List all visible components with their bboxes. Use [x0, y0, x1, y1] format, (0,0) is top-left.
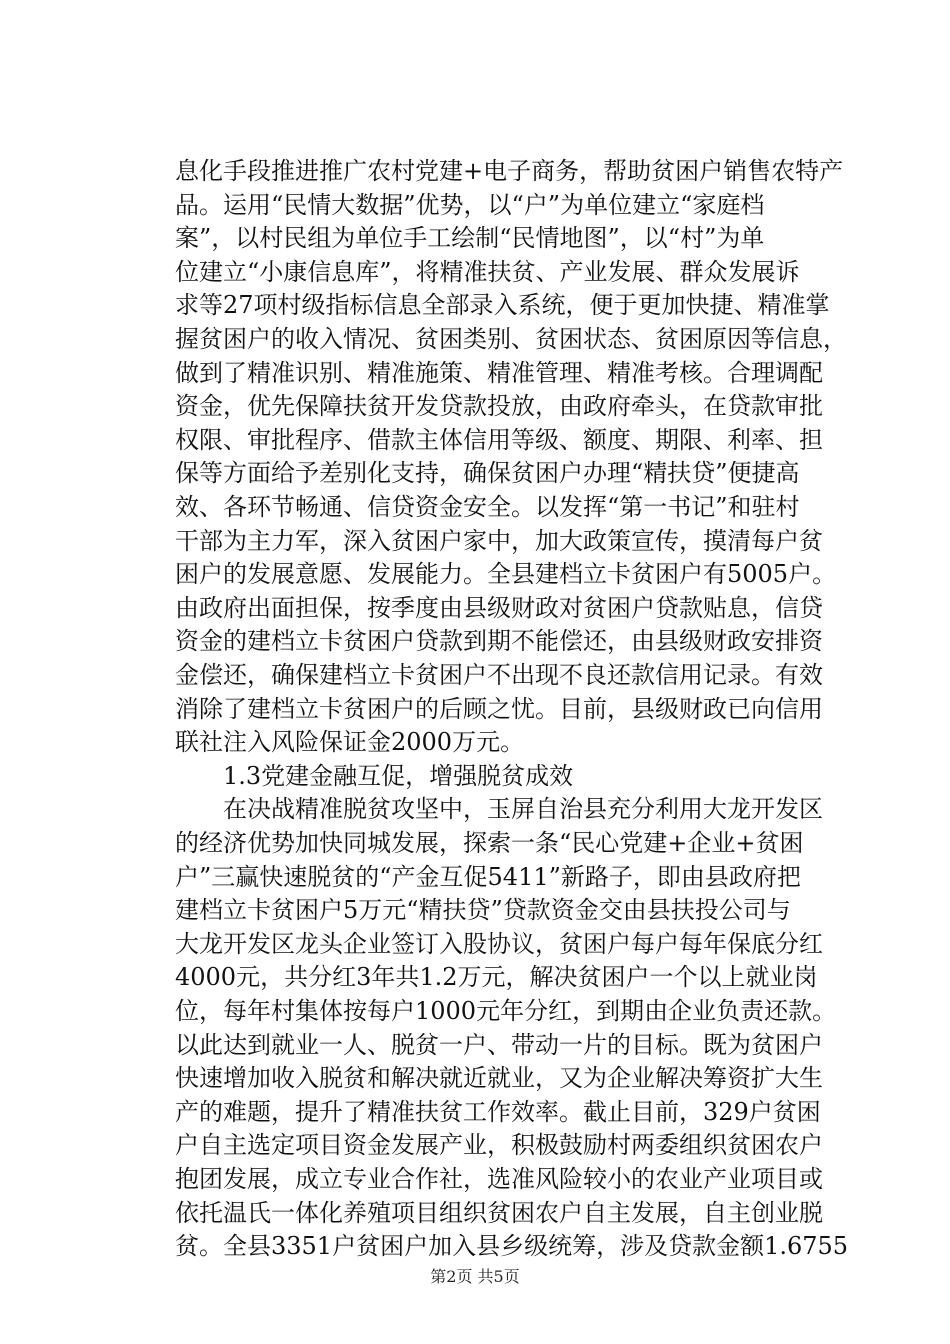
text-line: 保等方面给予差别化支持，确保贫困户办理“精扶贷”便捷高 — [175, 459, 800, 487]
text-line: 贫。全县3351户贫困户加入县乡级统筹，涉及贷款金额1.6755 — [175, 1232, 849, 1260]
section-heading: 1.3党建金融互促，增强脱贫成效 — [175, 762, 574, 790]
page-footer: 第2页 共5页 — [430, 1267, 520, 1286]
text-line: 案”，以村民组为单位手工绘制“民情地图”，以“村”为单 — [175, 224, 765, 252]
text-line: 户自主选定项目资金发展产业，积极鼓励村两委组织贫困农户 — [175, 1131, 823, 1159]
text-line: 资金的建档立卡贫困户贷款到期不能偿还，由县级财政安排资 — [175, 627, 823, 655]
text-line: 困户的发展意愿、发展能力。全县建档立卡贫困户有5005户。 — [175, 560, 837, 588]
text-line: 户”三赢快速脱贫的“产金互促5411”新路子，即由县政府把 — [175, 863, 801, 891]
text-line: 握贫困户的收入情况、贫困类别、贫困状态、贫困原因等信息， — [175, 325, 847, 353]
text-line: 位建立“小康信息库”，将精准扶贫、产业发展、群众发展诉 — [175, 258, 800, 286]
text-line: 抱团发展，成立专业合作社，选准风险较小的农业产业项目或 — [175, 1165, 823, 1193]
text-line: 建档立卡贫困户5万元“精扶贷”贷款资金交由县扶投公司与 — [175, 896, 791, 924]
text-line: 资金，优先保障扶贫开发贷款投放，由政府牵头，在贷款审批 — [175, 392, 823, 420]
text-line: 效、各环节畅通、信贷资金安全。以发挥“第一书记”和驻村 — [175, 493, 800, 521]
text-line: 干部为主力军，深入贫困户家中，加大政策宣传，摸清每户贫 — [175, 527, 823, 555]
text-line: 息化手段推进推广农村党建+电子商务，帮助贫困户销售农特产 — [175, 157, 844, 185]
text-line: 消除了建档立卡贫困户的后顾之忧。目前，县级财政已向信用 — [175, 695, 823, 723]
text-line: 大龙开发区龙头企业签订入股协议，贫困户每户每年保底分红 — [175, 930, 823, 958]
text-line: 以此达到就业一人、脱贫一户、带动一片的目标。既为贫困户 — [175, 1031, 823, 1059]
text-line: 金偿还，确保建档立卡贫困户不出现不良还款信用记录。有效 — [175, 661, 823, 689]
text-line: 的经济优势加快同城发展，探索一条“民心党建+企业+贫困 — [175, 829, 804, 857]
text-line: 快速增加收入脱贫和解决就近就业，又为企业解决筹资扩大生 — [175, 1064, 823, 1092]
text-line: 由政府出面担保，按季度由县级财政对贫困户贷款贴息，信贷 — [175, 594, 823, 622]
text-line: 品。运用“民情大数据”优势，以“户”为单位建立“家庭档 — [175, 191, 765, 219]
text-line: 联社注入风险保证金2000万元。 — [175, 728, 525, 756]
text-line: 4000元，共分红3年共1.2万元，解决贫困户一个以上就业岗 — [175, 963, 818, 991]
text-line: 依托温氏一体化养殖项目组织贫困农户自主发展，自主创业脱 — [175, 1199, 823, 1227]
text-line: 位，每年村集体按每户1000元年分红，到期由企业负责还款。 — [175, 997, 837, 1025]
text-line: 权限、审批程序、借款主体信用等级、额度、期限、利率、担 — [175, 426, 823, 454]
text-line: 做到了精准识别、精准施策、精准管理、精准考核。合理调配 — [175, 359, 823, 387]
text-line: 在决战精准脱贫攻坚中，玉屏自治县充分利用大龙开发区 — [175, 795, 823, 823]
text-line: 求等27项村级指标信息全部录入系统，便于更加快捷、精准掌 — [175, 291, 830, 319]
text-line: 产的难题，提升了精准扶贫工作效率。截止目前，329户贫困 — [175, 1098, 821, 1126]
